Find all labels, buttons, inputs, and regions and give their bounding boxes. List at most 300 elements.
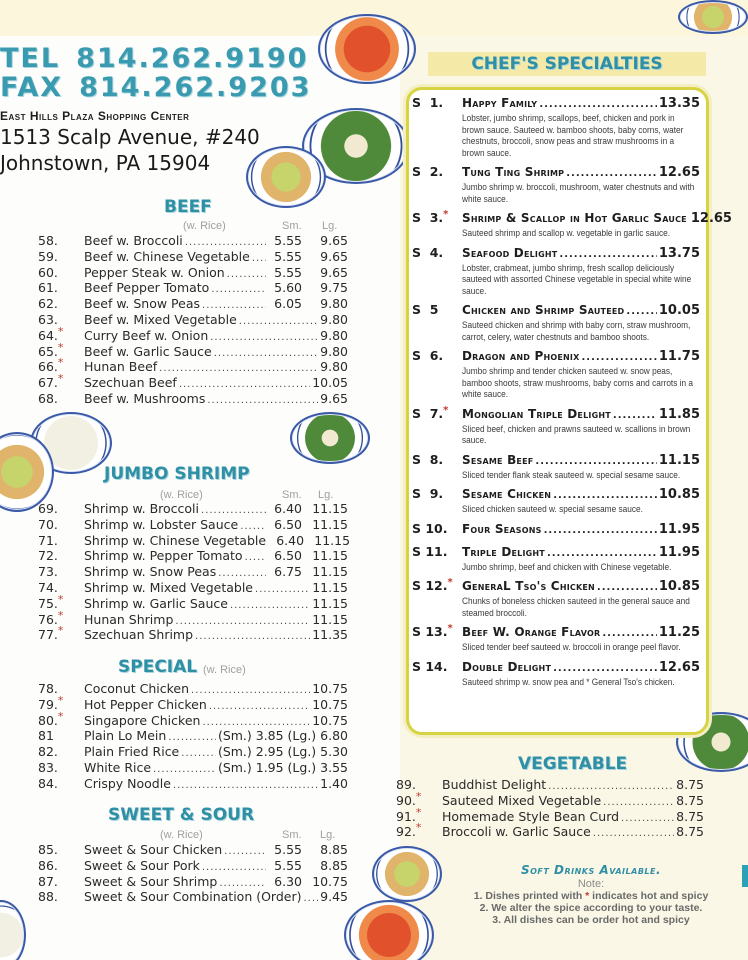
spicy-star-icon: *	[415, 821, 422, 835]
specialty-description: Lobster, crabmeat, jumbo shrimp, fresh scallop deliciously sauteed with assorted Chinese vegetable in special white wine sauce.	[462, 262, 692, 296]
menu-item	[38, 624, 348, 643]
item-price: 1.40	[320, 775, 348, 791]
item-name: Curry Beef w. Onion	[84, 327, 209, 343]
large-price: 11.15	[314, 532, 351, 548]
specialty-name: Sesame Beef	[462, 452, 534, 467]
specialty-description: Chunks of boneless chicken sauteed in the general sauce and steamed broccoli.	[462, 596, 690, 618]
section-title-vegetable: VEGETABLE	[518, 754, 628, 774]
menu-item	[38, 744, 348, 760]
small-size-header: Sm.	[282, 220, 302, 232]
item-name: Hunan Shrimp	[84, 611, 174, 627]
item-name: Beef w. Chinese Vegetable	[84, 248, 250, 264]
item-number: 70.	[38, 516, 58, 532]
item-number: 75.*	[38, 592, 64, 611]
specialty-header	[412, 520, 700, 539]
item-name: Shrimp w. Pepper Tomato	[84, 548, 243, 564]
item-number: 67.*	[38, 372, 64, 391]
specialty-price: 11.95	[658, 544, 700, 560]
dot-leader	[173, 778, 318, 794]
menu-item	[38, 608, 348, 628]
menu-item	[38, 693, 348, 713]
item-name: Shrimp w. Broccoli	[84, 501, 200, 516]
small-price: 5.55	[274, 233, 302, 248]
item-name: Szechuan Beef	[84, 375, 177, 391]
dot-leader	[191, 683, 310, 699]
item-name: Broccoli w. Garlic Sauce	[442, 824, 591, 840]
menu-item	[38, 280, 348, 296]
dot-leader	[224, 844, 266, 860]
dot-leader	[245, 550, 266, 566]
specialty-price: 11.85	[658, 406, 700, 422]
specialty-description: Jumbo shrimp w. broccoli, mushroom, water chestnuts and with white sauce.	[462, 182, 695, 204]
item-price: 10.75	[312, 712, 348, 728]
small-price: 6.40	[276, 532, 305, 548]
item-price: (Sm.) 3.85 (Lg.) 6.80	[217, 728, 348, 744]
item-price: 11.15	[312, 611, 348, 627]
item-number: 68.	[38, 390, 58, 406]
small-price: 6.05	[274, 296, 302, 312]
item-price: (Sm.) 2.95 (Lg.) 5.30	[217, 744, 348, 760]
item-price: 8.75	[676, 808, 704, 824]
spicy-star-icon: *	[443, 404, 449, 416]
specialty-code: S 3.*	[412, 208, 449, 225]
fax-label: FAX	[0, 72, 64, 103]
specialty-item	[412, 577, 700, 619]
tel-label: TEL	[0, 43, 61, 74]
note-line-1	[466, 890, 716, 902]
specialty-code: S 13.*	[412, 622, 453, 639]
specialty-code: S 4.	[412, 244, 444, 260]
tel-number[interactable]: 814.262.9190	[76, 43, 309, 74]
spicy-star-icon: *	[57, 608, 64, 622]
item-price: (Sm.) 1.95 (Lg.) 3.55	[217, 759, 348, 775]
dot-leader	[581, 349, 656, 366]
note-line-1-post: indicates hot and spicy	[589, 890, 709, 902]
dot-leader	[227, 267, 266, 283]
specialty-name: Chicken and Shrimp Sauteed	[462, 303, 625, 317]
special-item-list	[38, 681, 348, 792]
chef-specialties-list	[412, 94, 732, 692]
item-price: 9.45	[320, 889, 348, 905]
specialty-header	[412, 208, 732, 228]
item-number: 58.	[38, 233, 58, 248]
dot-leader	[207, 393, 318, 409]
dot-leader	[547, 545, 657, 562]
menu-item	[38, 858, 348, 874]
section-title-chef-specialties: CHEF'S SPECIALTIES	[471, 54, 663, 74]
item-price: 11.35	[312, 627, 348, 643]
item-name: Crispy Noodle	[84, 775, 171, 791]
menu-item	[38, 548, 348, 564]
item-price: 9.80	[320, 327, 348, 343]
item-number: 62.	[38, 296, 58, 312]
small-price: 5.55	[274, 264, 302, 280]
contact-header	[0, 44, 311, 176]
item-price: 9.80	[320, 359, 348, 375]
specialty-code: S 1.	[412, 95, 444, 110]
specialty-price: 12.65	[658, 659, 700, 675]
specialty-header	[412, 658, 700, 677]
item-price: 10.75	[312, 681, 348, 696]
specialty-description: Sliced beef, chicken and prawns sauteed w. scallions in brown sauce.	[462, 423, 691, 445]
small-price: 6.50	[274, 516, 302, 532]
specialty-code: S 10.	[412, 520, 448, 536]
specialty-name: Sesame Chicken	[462, 487, 552, 501]
large-price: 8.85	[320, 857, 348, 873]
item-name: Shrimp w. Snow Peas	[84, 564, 217, 580]
large-size-header: Lg.	[322, 220, 338, 232]
item-name: Hunan Beef	[84, 359, 158, 375]
spicy-star-icon: *	[415, 789, 422, 803]
spicy-star-icon: *	[57, 356, 64, 370]
specialty-item	[412, 94, 700, 159]
dot-leader	[230, 598, 310, 614]
specialty-item	[412, 520, 700, 539]
large-price: 11.15	[312, 564, 348, 580]
specialty-item	[412, 658, 700, 689]
item-number: 64.*	[38, 324, 64, 343]
spicy-star-icon: *	[57, 592, 64, 606]
dot-leader	[159, 361, 318, 377]
spicy-star-icon: *	[57, 693, 64, 707]
item-number: 90.*	[396, 789, 422, 808]
section-title-jumbo-shrimp: JUMBO SHRIMP	[104, 464, 250, 484]
specialty-price: 10.85	[658, 579, 700, 594]
item-price: 11.15	[312, 579, 348, 595]
beef-item-list	[38, 233, 348, 407]
menu-item	[38, 874, 348, 890]
dot-leader	[175, 614, 310, 630]
item-name: Sauteed Mixed Vegetable	[442, 792, 602, 808]
item-number: 76.*	[38, 608, 64, 627]
item-name: Shrimp w. Mixed Vegetable	[84, 579, 254, 595]
item-price: 9.65	[320, 390, 348, 406]
item-name: Beef w. Mushrooms	[84, 390, 206, 406]
vegetable-item-list	[396, 777, 704, 840]
small-price: 5.55	[274, 842, 302, 857]
fax-number: 814.262.9203	[79, 72, 312, 103]
specialty-name: Four Seasons	[462, 521, 542, 536]
item-price: 9.80	[320, 343, 348, 359]
dish-photo-plate	[318, 14, 416, 84]
large-size-header: Lg.	[318, 489, 334, 501]
specialty-description: Lobster, jumbo shrimp, scallops, beef, chicken and pork in brown sauce. Sauteed w. bamboo shoots, baby corns, water chestnuts, broccoli, snow peas and straw mushrooms in a brown sauce.	[462, 113, 684, 158]
menu-item	[38, 532, 351, 549]
item-number: 80.*	[38, 709, 64, 728]
item-number: 59.	[38, 248, 58, 264]
spicy-star-icon: *	[447, 622, 453, 634]
specialty-header	[412, 244, 700, 263]
menu-item	[396, 789, 704, 809]
dot-leader	[214, 346, 318, 362]
dot-leader	[597, 579, 657, 596]
item-price: 8.75	[676, 824, 704, 840]
small-price: 5.60	[274, 280, 302, 296]
item-name: Plain Fried Rice	[84, 744, 180, 760]
item-name: Sweet & Sour Combination (Order)	[84, 889, 302, 905]
item-name: Hot Pepper Chicken	[84, 696, 207, 712]
menu-item	[38, 324, 348, 344]
specialty-code: S 12.*	[412, 576, 453, 593]
menu-item	[38, 391, 348, 407]
dot-leader	[544, 522, 657, 539]
spicy-star-icon: *	[447, 576, 453, 588]
specialty-name: Happy Family	[462, 96, 538, 110]
specialty-code: S 9.	[412, 486, 444, 501]
item-name: Szechuan Shrimp	[84, 627, 194, 643]
item-number: 88.	[38, 889, 58, 905]
small-price: 5.55	[274, 248, 302, 264]
sweet-sour-item-list	[38, 842, 348, 905]
spicy-star-icon: *	[57, 624, 64, 638]
menu-item	[38, 889, 348, 905]
item-number: 92.*	[396, 821, 422, 840]
specialty-name: Dragon and Phoenix	[462, 349, 580, 363]
dot-leader	[566, 165, 657, 182]
jumbo-shrimp-item-list	[38, 501, 351, 643]
item-name: Plain Lo Mein	[84, 728, 167, 744]
specialty-item	[412, 485, 700, 516]
dot-leader	[209, 699, 310, 715]
specialty-item	[412, 405, 700, 447]
section-title-special: SPECIAL	[118, 657, 198, 677]
item-name: Sweet & Sour Chicken	[84, 842, 223, 857]
specialty-price: 12.65	[658, 165, 700, 180]
with-rice-note: (w. Rice)	[160, 829, 203, 841]
item-number: 81	[38, 728, 54, 744]
large-price: 11.15	[312, 516, 348, 532]
small-price: 6.75	[274, 564, 302, 580]
item-name: Homemade Style Bean Curd	[442, 808, 620, 824]
item-number: 69.	[38, 501, 58, 516]
specialty-header	[412, 405, 700, 424]
city-address: Johnstown, PA 15904	[0, 151, 211, 175]
dot-leader	[602, 625, 657, 642]
specialty-header	[412, 485, 700, 504]
item-number: 84.	[38, 775, 58, 791]
dot-leader	[613, 407, 657, 424]
specialty-code: S 14.	[412, 658, 448, 674]
note-line-2: 2. We alter the spice according to your taste.	[479, 902, 703, 914]
item-name: Beef w. Garlic Sauce	[84, 343, 212, 359]
specialty-description: Sliced tender beef sauteed w. broccoli in orange peel flavor.	[462, 642, 681, 652]
specialty-item	[412, 163, 700, 205]
item-name: Singapore Chicken	[84, 712, 201, 728]
large-price: 11.15	[312, 548, 348, 564]
note-line-3: 3. All dishes can be order hot and spicy	[492, 914, 690, 926]
menu-item	[38, 517, 348, 533]
item-name: Shrimp w. Chinese Vegetable	[84, 532, 267, 548]
item-number: 86.	[38, 857, 58, 873]
with-rice-note: (w. Rice)	[203, 664, 246, 676]
item-name: Coconut Chicken	[84, 681, 190, 696]
section-title-sweet-sour: SWEET & SOUR	[108, 805, 255, 825]
dish-photo-plate	[678, 0, 748, 34]
specialty-header	[412, 94, 700, 113]
dish-photo-plate	[290, 412, 370, 464]
item-number: 89.	[396, 777, 416, 792]
item-name: Beef w. Broccoli	[84, 233, 183, 248]
item-number: 73.	[38, 564, 58, 580]
specialty-description: Sauteed shrimp and scallop w. vegetable in garlic sauce.	[462, 228, 671, 238]
spicy-star-icon: *	[415, 805, 422, 819]
specialty-price: 11.25	[658, 625, 700, 640]
specialty-description: Sauteed shrimp w. snow pea and * General Tso's chicken.	[462, 676, 675, 687]
dot-leader	[559, 246, 656, 263]
menu-item	[38, 312, 348, 328]
fax-line	[0, 73, 311, 102]
item-price: 8.75	[676, 792, 704, 808]
menu-item	[38, 233, 348, 249]
item-number: 87.	[38, 873, 58, 889]
item-number: 71.	[38, 532, 58, 548]
specialty-header	[412, 163, 700, 182]
item-price: 9.80	[320, 311, 348, 327]
item-name: Shrimp w. Lobster Sauce	[84, 516, 239, 532]
specialty-description: Sliced chicken sauteed w. special sesame sauce.	[462, 504, 643, 514]
dot-leader	[553, 487, 657, 504]
note-title: Note:	[577, 878, 605, 890]
specialty-name: Mongolian Triple Delight	[462, 406, 611, 421]
specialty-code: S 8.	[412, 451, 444, 467]
page-edge-marker	[742, 865, 748, 887]
menu-item	[38, 356, 348, 375]
item-number: 61.	[38, 280, 58, 296]
menu-item	[38, 842, 348, 858]
large-price: 10.75	[312, 873, 348, 889]
spicy-star-icon: *	[443, 208, 449, 220]
dish-photo-plate	[344, 900, 434, 960]
item-name: Shrimp w. Garlic Sauce	[84, 595, 228, 611]
specialty-header	[412, 577, 700, 596]
specialty-price: 13.35	[658, 96, 700, 111]
specialty-name: Seafood Delight	[462, 245, 558, 260]
small-size-header: Sm.	[282, 489, 302, 501]
item-number: 85.	[38, 842, 58, 857]
menu-item	[38, 340, 348, 360]
large-price: 9.75	[320, 280, 348, 296]
item-number: 65.*	[38, 340, 64, 359]
large-price: 8.85	[320, 842, 348, 857]
item-number: 63.	[38, 311, 58, 327]
specialty-description: Jumbo shrimp and tender chicken sauteed w. snow peas, bamboo shoots, straw mushrooms, baby corns and carrots in a white sauce.	[462, 366, 694, 399]
specialty-description: Sliced tender flank steak sauteed w. special sesame sauce.	[462, 469, 681, 480]
menu-item	[38, 265, 348, 281]
small-price: 6.50	[274, 548, 302, 564]
specialty-price: 10.05	[658, 303, 700, 318]
item-price: 10.05	[312, 375, 348, 391]
specialty-item	[412, 623, 700, 654]
menu-item	[396, 777, 704, 793]
specialty-price: 12.65	[690, 211, 732, 226]
dot-leader	[539, 96, 657, 113]
item-number: 78.	[38, 681, 58, 696]
note-line-1-pre: 1. Dishes printed with	[473, 890, 586, 902]
specialty-item	[412, 301, 700, 343]
spicy-star-icon: *	[57, 340, 64, 354]
specialty-header	[412, 301, 700, 320]
specialty-price: 13.75	[658, 245, 700, 261]
dot-leader	[252, 251, 266, 267]
specialty-header	[412, 347, 700, 366]
menu-item	[38, 728, 348, 744]
dot-leader	[210, 330, 318, 346]
specialty-description: Sauteed chicken and shrimp with baby corn, straw mushroom, carrot, celery, water chestnuts and bamboo shoots.	[462, 320, 691, 342]
section-title-beef: BEEF	[164, 197, 212, 217]
large-price: 11.15	[312, 501, 348, 516]
specialty-name: Triple Delight	[462, 544, 545, 559]
specialty-item	[412, 244, 700, 298]
item-number: 60.	[38, 264, 58, 280]
large-price: 9.65	[320, 233, 348, 248]
dish-photo-plate	[372, 846, 442, 902]
specialty-name: Shrimp & Scallop in Hot Garlic Sauce	[462, 211, 687, 225]
dot-leader	[181, 746, 216, 762]
spicy-star-icon: *	[585, 890, 590, 902]
specialty-code: S 11.	[412, 543, 448, 559]
item-number: 82.	[38, 744, 58, 760]
specialty-code: S 6.	[412, 348, 444, 363]
item-name: Beef Pepper Tomato	[84, 280, 210, 296]
dot-leader	[255, 582, 310, 598]
item-number: 91.*	[396, 805, 422, 824]
menu-item	[38, 776, 348, 792]
specialty-name: Tung Ting Shrimp	[462, 165, 565, 179]
item-number: 83.	[38, 759, 58, 775]
specialty-code: S 5	[412, 302, 439, 317]
specialty-item	[412, 208, 732, 240]
item-name: Pepper Steak w. Onion	[84, 264, 225, 280]
with-rice-note: (w. Rice)	[160, 489, 203, 501]
spicy-star-icon: *	[57, 372, 64, 386]
small-price: 6.40	[274, 501, 302, 516]
specialty-item	[412, 347, 700, 401]
item-number: 72.	[38, 548, 58, 564]
menu-item	[38, 709, 348, 729]
menu-item	[38, 592, 348, 612]
dot-leader	[535, 453, 656, 470]
dot-leader	[553, 660, 657, 677]
item-number: 79.*	[38, 693, 64, 712]
specialty-code: S 7.*	[412, 404, 449, 421]
item-name: Sweet & Sour Pork	[84, 857, 200, 873]
menu-item	[38, 372, 348, 391]
specialty-header	[412, 623, 700, 642]
dot-leader	[211, 282, 266, 298]
item-name: White Rice	[84, 759, 152, 775]
large-size-header: Lg.	[320, 829, 336, 841]
spicy-star-icon: *	[57, 709, 64, 723]
item-price: 10.75	[312, 696, 348, 712]
item-name: Beef w. Snow Peas	[84, 296, 201, 312]
dot-leader	[195, 629, 310, 645]
specialty-price: 11.15	[658, 452, 700, 468]
menu-item	[38, 296, 348, 312]
large-price: 9.65	[320, 264, 348, 280]
plaza-name: East Hills Plaza Shopping Center	[0, 109, 190, 123]
street-address: 1513 Scalp Avenue, #240	[0, 125, 260, 149]
spicy-star-icon: *	[57, 324, 64, 338]
item-name: Buddhist Delight	[442, 777, 547, 792]
large-price: 9.80	[320, 296, 348, 312]
small-price: 6.30	[274, 873, 302, 889]
specialty-name: Beef W. Orange Flavor	[462, 625, 601, 639]
specialty-code: S 2.	[412, 164, 444, 179]
item-price: 8.75	[676, 777, 704, 792]
menu-item	[38, 681, 348, 697]
item-name: Beef w. Mixed Vegetable	[84, 311, 237, 327]
dot-leader	[626, 303, 656, 320]
